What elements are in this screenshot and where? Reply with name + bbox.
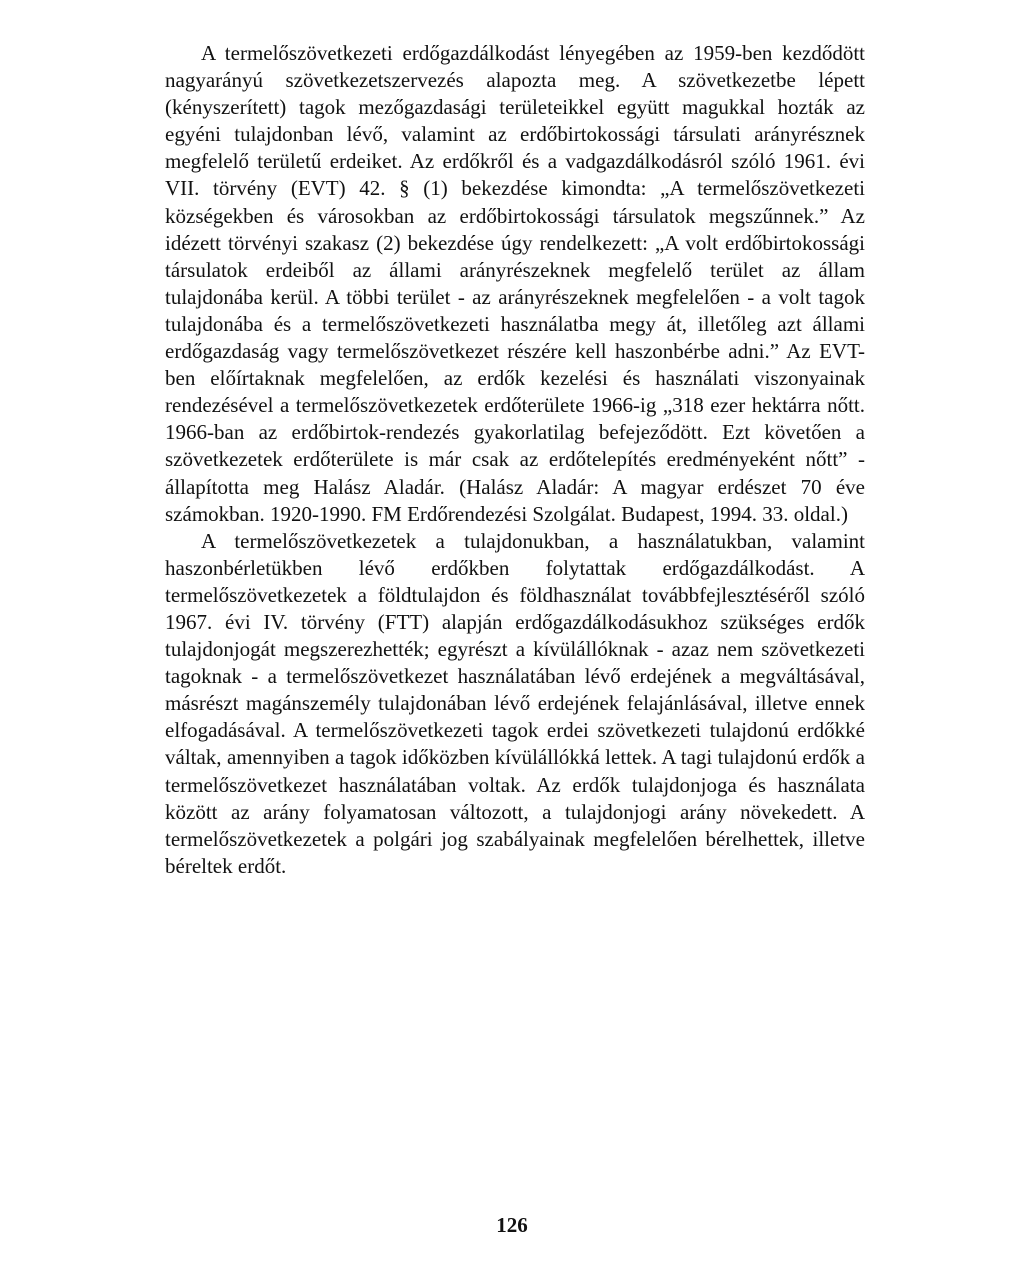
paragraph-2: A termelőszövetkezetek a tulajdonukban, a használatukban, valamint haszonbérletükben lévő erdőkben folytattak erdőgazdálkodást. A termelőszövetkezetek a földtulajdon és földhasználat továbbfejlesztéséről szóló 1967. évi IV. törvény (FTT) alapján erdőgazdálkodásukhoz szükséges erdők tulajdonjogát megszerezhették; egyrészt a kívülállóknak - azaz nem szövetkezeti tagoknak - a termelőszövetkezet használatában lévő erdejének a megváltásával, másrészt magánszemély tulajdonában lévő erdejének felajánlásával, illetve ennek elfogadásával. A termelőszövetkezeti tagok erdei szövetkezeti tulajdonú erdőkké váltak, amennyiben a tagok időközben kívülállókká lettek. A tagi tulajdonú erdők a termelőszövetkezet használatában voltak. Az erdők tulajdonjoga és használata között az arány folyamatosan változott, a tulajdonjogi arány növekedett. A termelőszövetkezetek a polgári jog szabályainak megfelelően bérelhettek, illetve béreltek erdőt. (165, 528, 865, 878)
body-text (165, 40, 865, 880)
paragraph-1: A termelőszövetkezeti erdőgazdálkodást lényegében az 1959-ben kezdődött nagyarányú szövetkezetszervezés alapozta meg. A szövetkezetbe lépett (kényszerített) tagok mezőgazdasági területeikkel együtt magukkal hozták az egyéni tulajdonban lévő, valamint az erdőbirtokossági társulati arányrésznek megfelelő területű erdeiket. Az erdőkről és a vadgazdálkodásról szóló 1961. évi VII. törvény (EVT) 42. § (1) bekezdése kimondta: „A termelőszövetkezeti községekben és városokban az erdőbirtokossági társulatok megszűnnek.” Az idézett törvényi szakasz (2) bekezdése úgy rendelkezett: „A volt erdőbirtokossági társulatok erdeiből az állami arányrészeknek megfelelő terület az állam tulajdonába kerül. A többi terület - az arányrészeknek megfelelően - a volt tagok tulajdonába és a termelőszövetkezeti használatba megy át, illetőleg azt állami erdőgazdaság vagy termelőszövetkezet részére kell haszonbérbe adni.” Az EVT-ben előírtaknak megfelelően, az erdők kezelési és használati viszonyainak rendezésével a termelőszövetkezetek erdőterülete 1966-ig „318 ezer hektárra nőtt. 1966-ban az erdőbirtok-rendezés gyakorlatilag befejeződött. Ezt követően a szövetkezetek erdőterülete is már csak az erdőtelepítés eredményeként nőtt” - állapította meg Halász Aladár. (Halász Aladár: A magyar erdészet 70 éve számokban. 1920-1990. FM Erdőrendezési Szolgálat. Budapest, 1994. 33. oldal.) (165, 41, 865, 526)
page-number: 126 (496, 1213, 528, 1237)
